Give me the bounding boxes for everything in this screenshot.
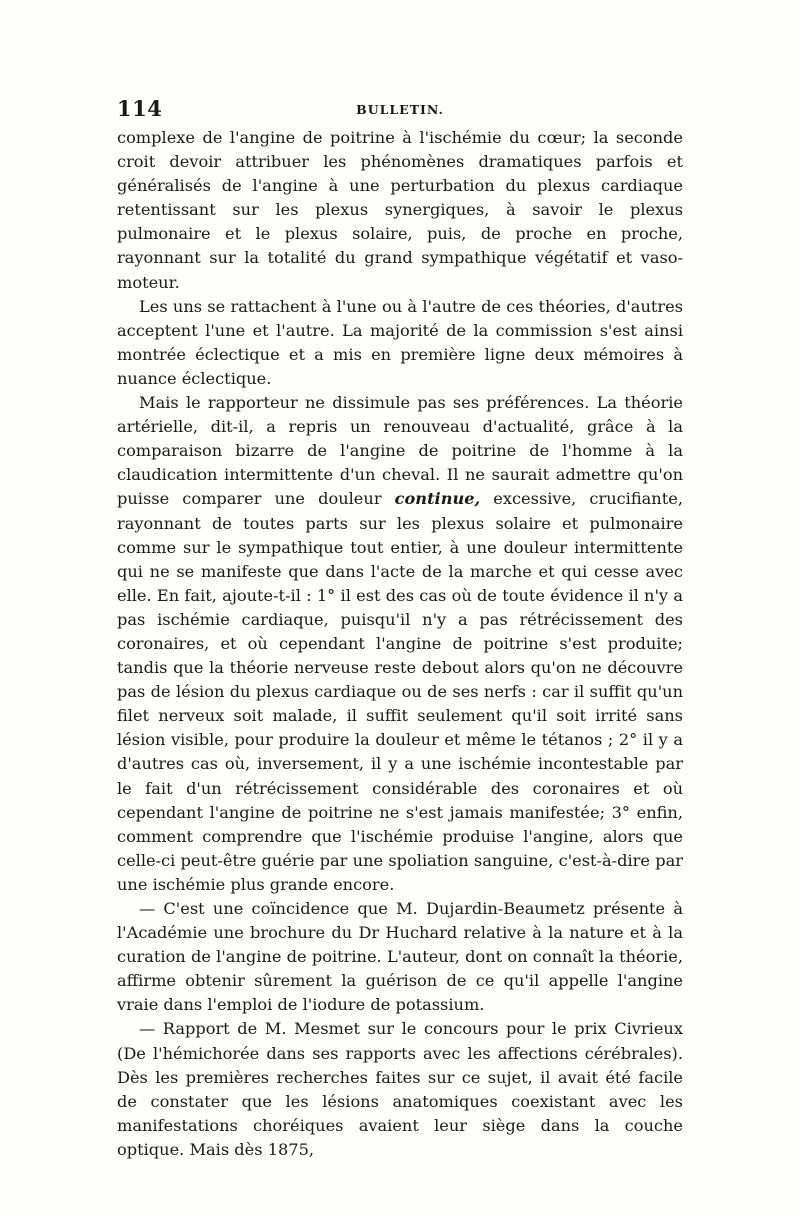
- running-title: BULLETIN.: [356, 102, 444, 117]
- paragraph-3-part-a: Mais le rapporteur ne dissimule pas ses préférences. La théorie artérielle, dit-il, a repris un renouveau d'actualité, grâce à la comparaison bizarre de l'angine de poitrine de l'homme à la claudication intermittente d'un cheval. Il ne saurait admettre qu'on puisse comparer une douleur: [117, 393, 683, 509]
- paragraph-4: — C'est une coïncidence que M. Dujardin-Beaumetz présente à l'Académie une brochure du Dr Huchard relative à la nature et à la curation de l'angine de poitrine. L'auteur, dont on connaît la théorie, affirme obtenir sûrement la guérison de ce qu'il appelle l'angine vraie dans l'emploi de l'iodure de potassium.: [117, 899, 683, 1015]
- paragraph-3-part-b: excessive, crucifiante, rayonnant de toutes parts sur les plexus solaire et pulmonaire comme sur le sympathique tout entier, à une douleur intermittente qui ne se manifeste que dans l'acte de la marche et qui cesse avec elle. En fait, ajoute-t-il : 1° il est des cas où de toute évidence il n'y a pas ischémie cardiaque, puisqu'il n'y a pas rétrécissement des coronaires, et où cependant l'angine de poitrine s'est produite; tandis que la théorie nerveuse reste debout alors qu'on ne découvre pas de lésion du plexus cardiaque ou de ses nerfs : car il suffit qu'un filet nerveux soit malade, il suffit seulement qu'il soit irrité sans lésion visible, pour produire la douleur et même le tétanos ; 2° il y a d'autres cas où, inversement, il y a une ischémie incontestable par le fait d'un rétrécissement considérable des coronaires et où cependant l'angine de poitrine ne s'est jamais manifestée; 3° enfin, comment comprendre que l'ischémie produise l'angine, alors que celle-ci peut-être guérie par une spoliation sanguine, c'est-à-dire par une ischémie plus grande encore.: [117, 489, 683, 894]
- page-number: 114: [117, 96, 163, 121]
- page-header: [117, 96, 683, 126]
- emphasis-continue: continue,: [394, 489, 481, 509]
- paragraph-1: complexe de l'angine de poitrine à l'ischémie du cœur; la seconde croit devoir attribuer les phénomènes dramatiques parfois et généralisés de l'angine à une perturbation du plexus cardiaque retentissant sur les plexus synergiques, à savoir le plexus pulmonaire et le plexus solaire, puis, de proche en proche, rayonnant sur la totalité du grand sympathique végétatif et vaso-moteur.: [117, 128, 683, 292]
- book-page: [117, 96, 683, 1162]
- paragraph-2: Les uns se rattachent à l'une ou à l'autre de ces théories, d'autres acceptent l'une et l'autre. La majorité de la commission s'est ainsi montrée éclectique et a mis en première ligne deux mémoires à nuance éclectique.: [117, 296, 683, 388]
- paragraph-3: [117, 391, 683, 897]
- body-text: [117, 126, 683, 1162]
- paragraph-5: — Rapport de M. Mesmet sur le concours pour le prix Civrieux (De l'hémichorée dans ses rapports avec les affections cérébrales). Dès les premières recherches faites sur ce sujet, il avait été facile de constater que les lésions anatomiques coexistant avec les manifestations choréiques avaient leur siège dans la couche optique. Mais dès 1875,: [117, 1019, 683, 1159]
